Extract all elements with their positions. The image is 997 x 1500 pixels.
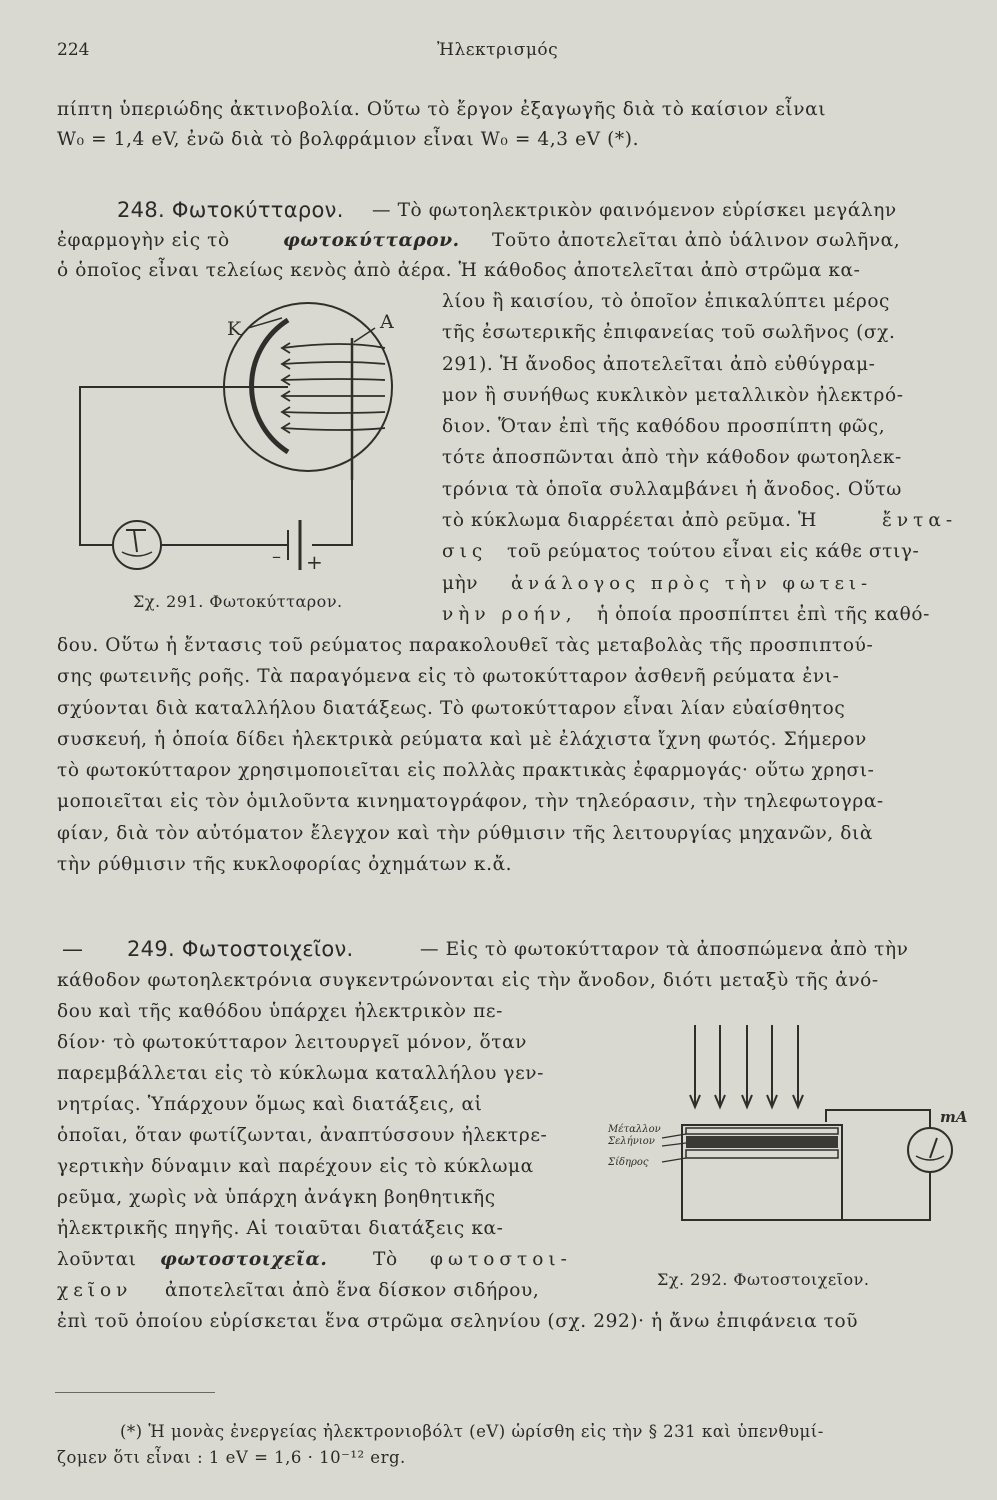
label-iron: Σίδηρος xyxy=(608,1157,649,1168)
text-line: ἠλεκτρικῆς πηγῆς. Αἱ τοιαῦται διατάξεις κα- xyxy=(57,1218,504,1239)
text-line: τοῦ ρεύματος τούτου εἶναι εἰς κάθε στιγ- xyxy=(507,541,920,562)
text-line: πίπτη ὑπεριώδης ἀκτινοβολία. Οὕτω τὸ ἔργον ἐξαγωγῆς διὰ τὸ καίσιον εἶναι xyxy=(57,99,827,120)
wire-bottom xyxy=(842,1172,930,1220)
light-arrows xyxy=(690,1025,803,1107)
spaced-term: φωτοστοι- xyxy=(430,1249,572,1270)
text-line: 291). Ἡ ἄνοδος ἀποτελεῖται ἀπὸ εὐθύγραμ- xyxy=(442,354,876,375)
text-line: σης φωτεινῆς ροῆς. Τὰ παραγόμενα εἰς τὸ φωτοκύτταρον ἀσθενῆ ρεύματα ἐνι- xyxy=(57,666,840,687)
section-heading-249: 249. Φωτοστοιχεῖον. xyxy=(127,937,354,961)
section-heading-248: 248. Φωτοκύτταρον. xyxy=(117,198,344,222)
text-line: ρεῦμα, χωρὶς νὰ ὑπάρχη ἀνάγκη βοηθητικῆς xyxy=(57,1187,496,1208)
text-line: — Εἰς τὸ φωτοκύτταρον τὰ ἀποσπώμενα ἀπὸ τὴν xyxy=(420,939,909,960)
light-rays xyxy=(282,343,385,433)
term-photoelement: φωτοστοιχεῖα. xyxy=(160,1249,328,1270)
selenium-layer xyxy=(686,1136,838,1148)
spaced-term: ἔντα- xyxy=(882,510,958,531)
figure-292-caption: Σχ. 292. Φωτοστοιχεῖον. xyxy=(657,1270,870,1289)
text-line: τὸ φωτοκύτταρον χρησιμοποιεῖται εἰς πολλὰς πρακτικὰς ἐφαρμογάς· οὕτω χρησι- xyxy=(57,760,875,781)
text-line: φίαν, διὰ τὸν αὐτόματον ἔλεγχον καὶ τὴν ρύθμισιν τῆς λειτουργίας μηχανῶν, διὰ xyxy=(57,823,873,844)
text-line: W₀ = 1,4 eV, ἐνῶ διὰ τὸ βολφράμιον εἶναι W₀ = 4,3 eV (*). xyxy=(57,129,640,150)
text-line: μον ἢ συνήθως κυκλικὸν μεταλλικὸν ἠλεκτρό- xyxy=(442,385,904,406)
figure-291-photocell xyxy=(50,290,440,620)
text-line: τότε ἀποσπῶνται ἀπὸ τὴν κάθοδον φωτοηλεκ- xyxy=(442,447,902,468)
spaced-term: νὴν ροήν, xyxy=(442,604,577,625)
text-line: τρόνια τὰ ὁποῖα συλλαμβάνει ἡ ἄνοδος. Οὕτω xyxy=(442,479,902,500)
battery-minus: – xyxy=(272,546,281,567)
spaced-term: ἀνάλογος πρὸς τὴν φωτει- xyxy=(511,573,873,594)
text-line: λίου ἢ καισίου, τὸ ὁποῖον ἐπικαλύπτει μέρος xyxy=(442,291,891,312)
text-line: δου καὶ τῆς καθόδου ὑπάρχει ἠλεκτρικὸν πε- xyxy=(57,1001,503,1022)
text-line: γερτικὴν δύναμιν καὶ παρέχουν εἰς τὸ κύκλωμα xyxy=(57,1156,534,1177)
label-cathode-k: K xyxy=(227,318,242,340)
spaced-term: σις xyxy=(442,541,488,562)
figure-292-photoelement xyxy=(600,1010,980,1270)
text-line: — Τὸ φωτοηλεκτρικὸν φαινόμενον εὑρίσκει μεγάλην xyxy=(372,200,897,221)
text-line: ἐφαρμογὴν εἰς τὸ xyxy=(57,230,230,251)
text-line: ἡ ὁποία προσπίπτει ἐπὶ τῆς καθό- xyxy=(597,604,930,625)
text-line: διον. Ὅταν ἐπὶ τῆς καθόδου προσπίπτη φῶς, xyxy=(442,416,886,437)
text-line: συσκευή, ἡ ὁποία δίδει ἠλεκτρικὰ ρεύματα καὶ μὲ ἐλάχιστα ἴχνη φωτός. Σήμερον xyxy=(57,729,867,750)
text-line: ὁποῖαι, ὅταν φωτίζωνται, ἀναπτύσσουν ἠλεκτρε- xyxy=(57,1125,548,1146)
label-metal: Μέταλλον xyxy=(608,1124,661,1135)
text-line: τὴν ρύθμισιν τῆς κυκλοφορίας ὀχημάτων κ.ἄ. xyxy=(57,854,513,875)
text-line: μοποιεῖται εἰς τὸν ὁμιλοῦντα κινηματογράφον, τὴν τηλεόρασιν, τὴν τηλεφωτογρα- xyxy=(57,791,884,812)
text-line: δίον· τὸ φωτοκύτταρον λειτουργεῖ μόνον, ὅταν xyxy=(57,1032,528,1053)
battery-plus: + xyxy=(306,550,323,574)
running-title: Ἠλεκτρισμός xyxy=(437,40,559,60)
circuit-wire-right xyxy=(312,480,352,545)
label-anode-a: A xyxy=(380,311,394,333)
text-line: μὴν xyxy=(442,573,479,594)
text-line: ὁ ὁποῖος εἶναι τελείως κενὸς ἀπὸ ἀέρα. Ἡ κάθοδος ἀποτελεῖται ἀπὸ στρῶμα κα- xyxy=(57,260,861,281)
text-line: νητρίας. Ὑπάρχουν ὅμως καὶ διατάξεις, αἱ xyxy=(57,1094,483,1115)
label-selenium: Σελήνιον xyxy=(608,1136,655,1147)
footnote-rule xyxy=(55,1392,215,1393)
text-line: Τοῦτο ἀποτελεῖται ἀπὸ ὑάλινον σωλῆνα, xyxy=(492,230,901,251)
text-line: κάθοδον φωτοηλεκτρόνια συγκεντρώνονται εἰς τὴν ἄνοδον, διότι μεταξὺ τῆς ἀνό- xyxy=(57,970,879,991)
milliammeter xyxy=(908,1128,952,1172)
metal-layer xyxy=(686,1128,838,1134)
text-line: ἐπὶ τοῦ ὁποίου εὑρίσκεται ἕνα στρῶμα σεληνίου (σχ. 292)· ἡ ἄνω ἐπιφάνεια τοῦ xyxy=(57,1311,859,1332)
footnote-line: ζομεν ὅτι εἶναι : 1 eV = 1,6 · 10⁻¹² erg. xyxy=(57,1448,406,1467)
text-line: σχύονται διὰ καταλλήλου διατάξεως. Τὸ φωτοκύτταρον εἶναι λίαν εὐαίσθητος xyxy=(57,698,846,719)
text-line: τὸ κύκλωμα διαρρέεται ἀπὸ ρεῦμα. Ἡ xyxy=(442,510,817,531)
margin-dash: — xyxy=(62,937,84,961)
text-line: ἀποτελεῖται ἀπὸ ἕνα δίσκον σιδήρου, xyxy=(165,1280,540,1301)
label-ma: mA xyxy=(940,1108,968,1126)
footnote-line: (*) Ἡ μονὰς ἐνεργείας ἠλεκτρονιοβόλτ (eV) ὡρίσθη εἰς τὴν § 231 καὶ ὑπενθυμί- xyxy=(120,1422,824,1441)
text-line: Τὸ xyxy=(373,1249,398,1270)
page-number: 224 xyxy=(57,40,90,60)
text-line: λοῦνται xyxy=(57,1249,137,1270)
spaced-term: χεῖον xyxy=(57,1280,133,1301)
term-photocell: φωτοκύτταρον. xyxy=(283,230,460,251)
iron-layer xyxy=(686,1150,838,1158)
text-line: παρεμβάλλεται εἰς τὸ κύκλωμα καταλλήλου γεν- xyxy=(57,1063,544,1084)
text-line: δου. Οὕτω ἡ ἔντασις τοῦ ρεύματος παρακολουθεῖ τὰς μεταβολὰς τῆς προσπιπτού- xyxy=(57,635,874,656)
figure-291-caption: Σχ. 291. Φωτοκύτταρον. xyxy=(133,592,343,611)
text-line: τῆς ἐσωτερικῆς ἐπιφανείας τοῦ σωλῆνος (σχ. xyxy=(442,322,896,343)
